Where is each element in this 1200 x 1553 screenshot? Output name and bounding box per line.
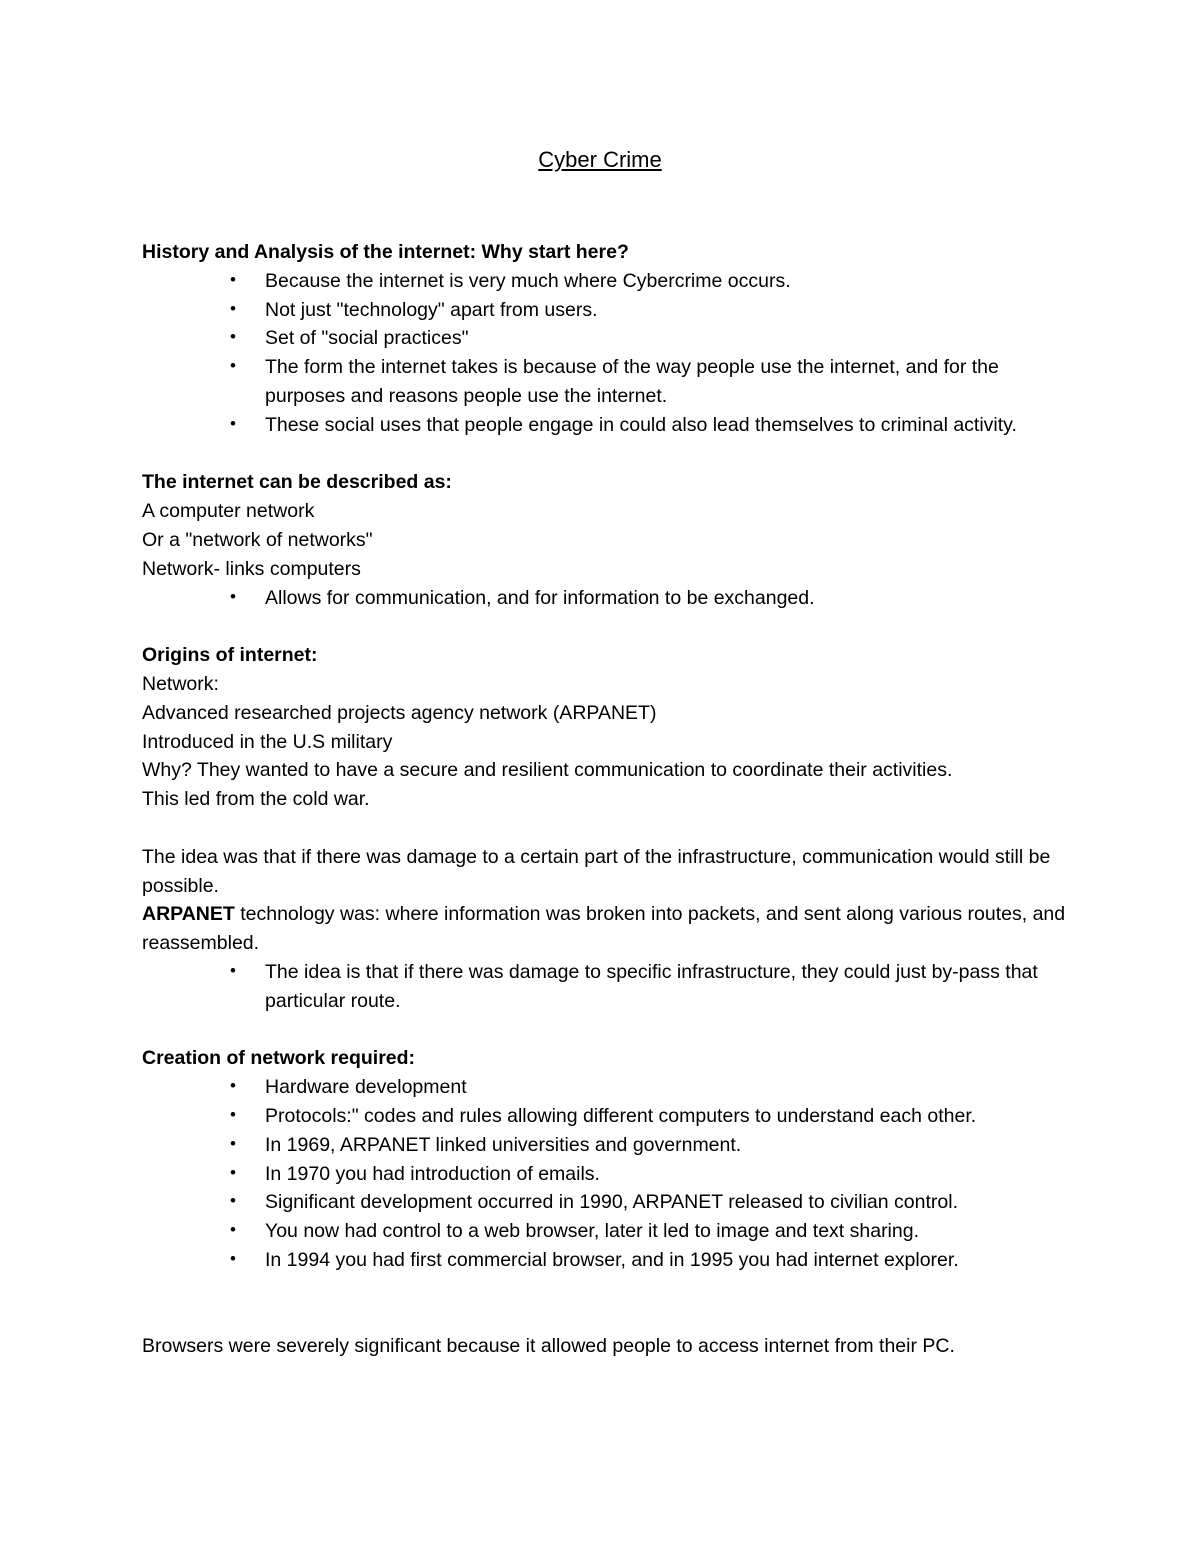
bullet-list-creation (142, 1073, 1072, 1275)
bullet-icon: • (230, 356, 236, 376)
bullet-icon: • (230, 1104, 236, 1124)
spacer (142, 814, 1072, 843)
paragraph-arpanet (142, 900, 1072, 958)
text-line: Network- links computers (142, 557, 361, 580)
closing-paragraph: Browsers were severely significant because it allowed people to access internet from their PC. (142, 1335, 955, 1358)
bullet-icon: • (230, 298, 236, 318)
bullet-icon: • (230, 413, 236, 433)
list-item: • You now had control to a web browser, later it led to image and text sharing. (265, 1217, 1072, 1246)
text-line: Advanced researched projects agency network (ARPANET) (142, 701, 657, 724)
text-line: Network: (142, 672, 219, 695)
document-body (142, 238, 1072, 1361)
text-line: Or a "network of networks" (142, 528, 373, 551)
bullet-icon: • (230, 586, 236, 606)
section-heading-described: The internet can be described as: (142, 471, 452, 494)
list-item: • Allows for communication, and for information to be exchanged. (265, 584, 1072, 613)
text-line: Introduced in the U.S military (142, 730, 393, 753)
bullet-list-described (142, 584, 1072, 613)
section-heading-history: History and Analysis of the internet: Why start here? (142, 241, 629, 263)
paragraph: The idea was that if there was damage to a certain part of the infrastructure, communication would still be possible. (142, 845, 1051, 897)
section-heading-origins: Origins of internet: (142, 644, 318, 667)
spacer (142, 440, 1072, 469)
list-item: • These social uses that people engage in could also lead themselves to criminal activity. (265, 411, 1072, 440)
spacer (142, 612, 1072, 641)
list-item: • Hardware development (265, 1073, 1072, 1102)
text-line: A computer network (142, 500, 315, 523)
list-item: • Because the internet is very much where Cybercrime occurs. (265, 267, 1072, 296)
list-item: • Not just "technology" apart from users. (265, 296, 1072, 325)
bullet-icon: • (230, 269, 236, 289)
bullet-icon: • (230, 1162, 236, 1182)
list-item: • Significant development occurred in 1990, ARPANET released to civilian control. (265, 1188, 1072, 1217)
text-line: Why? They wanted to have a secure and resilient communication to coordinate their activities. (142, 759, 953, 782)
spacer (142, 1016, 1072, 1045)
section-heading-creation: Creation of network required: (142, 1047, 416, 1070)
bullet-list-history (142, 267, 1072, 440)
text-line: This led from the cold war. (142, 788, 370, 811)
bullet-icon: • (230, 1133, 236, 1153)
bullet-icon: • (230, 327, 236, 347)
list-item: • Protocols:" codes and rules allowing different computers to understand each other. (265, 1102, 1072, 1131)
bullet-icon: • (230, 960, 236, 980)
bullet-icon: • (230, 1076, 236, 1096)
arpanet-description: technology was: where information was broken into packets, and sent along various routes, and reassembled. (142, 903, 1066, 955)
list-item: • The form the internet takes is because of the way people use the internet, and for the purposes and reasons people use the internet. (265, 353, 1072, 411)
list-item: • In 1969, ARPANET linked universities and government. (265, 1131, 1072, 1160)
arpanet-term: ARPANET (142, 903, 235, 926)
bullet-icon: • (230, 1220, 236, 1240)
spacer (142, 1275, 1072, 1333)
bullet-list-origins (142, 958, 1072, 1016)
list-item: • The idea is that if there was damage to specific infrastructure, they could just by-pass that particular route. (265, 958, 1072, 1016)
bullet-icon: • (230, 1248, 236, 1268)
page-title: Cyber Crime (538, 147, 662, 172)
list-item: • In 1970 you had introduction of emails. (265, 1160, 1072, 1189)
list-item: • Set of "social practices" (265, 324, 1072, 353)
bullet-icon: • (230, 1191, 236, 1211)
list-item: • In 1994 you had first commercial browser, and in 1995 you had internet explorer. (265, 1246, 1072, 1275)
